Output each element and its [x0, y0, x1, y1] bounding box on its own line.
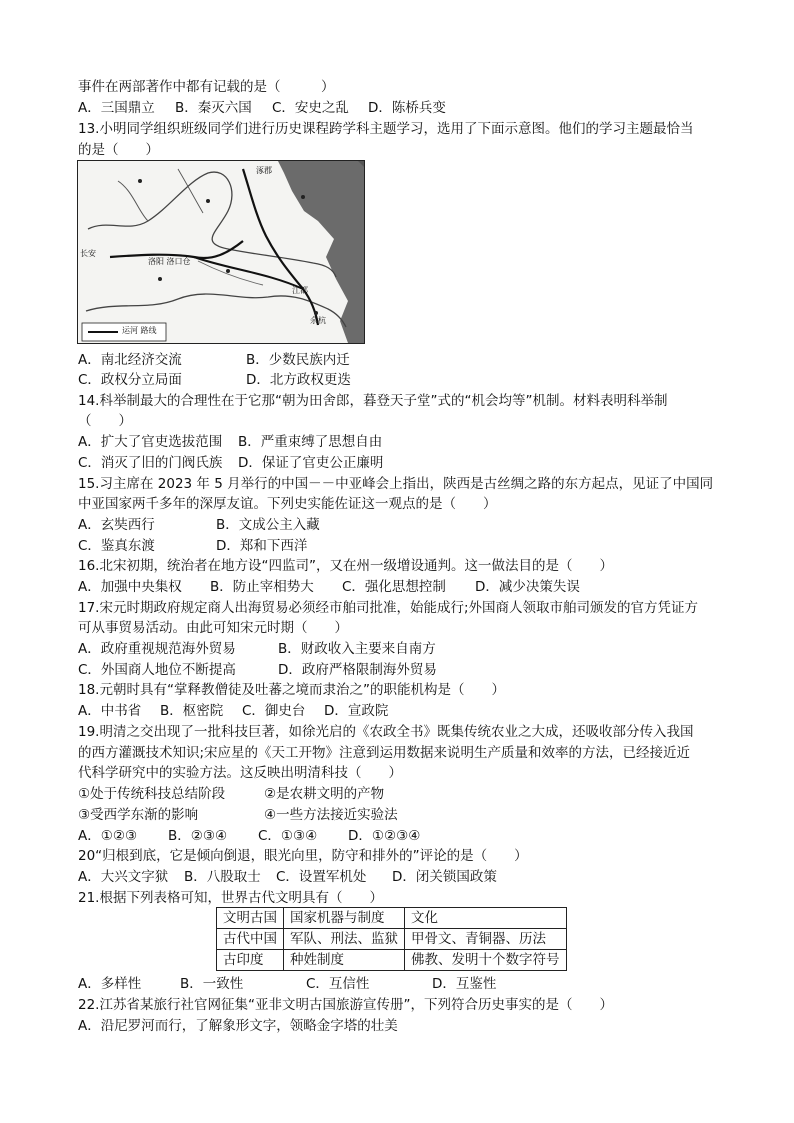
q13-options-row2 — [78, 370, 351, 390]
table-cell: 种姓制度 — [284, 950, 405, 971]
option-b: B．枢密院 — [160, 703, 224, 719]
table-row — [217, 908, 567, 929]
q15-options-row2 — [78, 536, 307, 556]
q14-stem-line2: （ ） — [78, 413, 132, 429]
option-a: A．玄奘西行 — [78, 517, 155, 533]
table-cell: 古印度 — [217, 950, 284, 971]
option-b: B．文成公主入藏 — [216, 517, 320, 533]
q22-stem: 22.江苏省某旅行社官网征集“亚非文明古国旅游宣传册”，下列符合历史事实的是（ ） — [78, 997, 613, 1013]
q19-stem-line3: 代科学研究中的实验方法。这反映出明清科技（ ） — [78, 765, 402, 781]
q17-options-row2 — [78, 660, 437, 680]
option-d: D．政府严格限制海外贸易 — [278, 662, 437, 678]
q15-stem-line1: 15.习主席在 2023 年 5 月举行的中国－－中亚峰会上指出，陕西是古丝绸之路的东方起点，见证了中国同 — [78, 476, 714, 492]
option-d: D．互鉴性 — [432, 976, 497, 992]
q20-options — [78, 867, 497, 887]
q13-stem-line1: 13.小明同学组织班级同学们进行历史课程跨学科主题学习，选用了下面示意图。他们的学习主题最恰当 — [78, 121, 694, 137]
option-b: B．防止宰相势大 — [210, 579, 314, 595]
option-b: B．少数民族内迁 — [246, 352, 350, 368]
option-a: A．大兴文字狱 — [78, 869, 169, 885]
map-label-luoyang: 洛阳 洛口仓 — [148, 257, 191, 266]
option-a: A．政府重视规范海外贸易 — [78, 641, 236, 657]
q19-options — [78, 826, 420, 846]
q12-options — [78, 98, 446, 118]
q19-items-row2 — [78, 805, 398, 825]
grand-canal-map — [77, 160, 365, 344]
table-header-cell: 文明古国 — [217, 908, 284, 929]
table-cell: 佛教、发明十个数字符号 — [405, 950, 567, 971]
q15-options-row1 — [78, 515, 320, 535]
option-c: C．鉴真东渡 — [78, 538, 155, 554]
map-label-yuhang: 余杭 — [310, 316, 326, 325]
table-row — [217, 929, 567, 950]
option-d: D．保证了官吏公正廉明 — [238, 455, 384, 471]
map-label-zhuojun: 涿郡 — [256, 166, 272, 175]
item-4: ④一些方法接近实验法 — [264, 807, 398, 823]
table-cell: 军队、刑法、监狱 — [284, 929, 405, 950]
table-row — [217, 950, 567, 971]
table-cell: 甲骨文、青铜器、历法 — [405, 929, 567, 950]
q15-stem-line2: 中亚国家两千多年的深厚友谊。下列史实能佐证这一观点的是（ ） — [78, 496, 497, 512]
civilization-table — [216, 907, 567, 971]
option-a: A．南北经济交流 — [78, 352, 182, 368]
option-d: D．减少决策失误 — [475, 579, 580, 595]
q12-stem: 事件在两部著作中都有记载的是（ ） — [78, 79, 335, 95]
option-d: D．宣政院 — [324, 703, 389, 719]
option-d: D．郑和下西洋 — [216, 538, 308, 554]
item-3: ③受西学东渐的影响 — [78, 807, 199, 823]
q17-stem-line1: 17.宋元时期政府规定商人出海贸易必须经市舶司批准，始能成行;外国商人领取市舶司颁发的官方凭证方 — [78, 600, 699, 616]
q16-options — [78, 577, 580, 597]
option-b: B．严重束缚了思想自由 — [238, 434, 383, 450]
q21-stem: 21.根据下列表格可知，世界古代文明具有（ ） — [78, 890, 383, 906]
option-c: C．安史之乱 — [272, 100, 349, 116]
item-1: ①处于传统科技总结阶段 — [78, 786, 226, 802]
option-c: C．消灭了旧的门阀氏族 — [78, 455, 223, 471]
q20-stem: 20“归根到底，它是倾向倒退，眼光向里，防守和排外的”评论的是（ ） — [78, 848, 528, 864]
option-a: A．三国鼎立 — [78, 100, 155, 116]
table-header-cell: 国家机器与制度 — [284, 908, 405, 929]
q14-stem-line1: 14.科举制最大的合理性在于它那“朝为田舍郎，暮登天子堂”式的“机会均等”机制。材料表明科举制 — [78, 393, 668, 409]
q19-stem-line1: 19.明清之交出现了一批科技巨著，如徐光启的《农政全书》既集传统农业之大成，还吸收部分传入我国 — [78, 724, 694, 740]
map-label-jiangdu: 江都 — [292, 286, 308, 295]
option-b: B．八股取士 — [184, 869, 261, 885]
q18-stem: 18.元朝时具有“掌释教僧徒及吐蕃之境而隶治之”的职能机构是（ ） — [78, 682, 505, 698]
table-header-cell: 文化 — [405, 908, 567, 929]
option-d: D．陈桥兵变 — [368, 100, 446, 116]
item-2: ②是农耕文明的产物 — [264, 786, 385, 802]
q14-options-row1 — [78, 432, 382, 452]
map-legend-label: 运河 路线 — [122, 326, 157, 335]
option-c: C．强化思想控制 — [342, 579, 446, 595]
option-c: C．①③④ — [258, 828, 318, 844]
q19-items-row1 — [78, 784, 384, 804]
q19-stem-line2: 的西方灌溉技术知识;宋应星的《天工开物》注意到运用数据来说明生产质量和效率的方法，已经接近近 — [78, 745, 691, 761]
option-c: C．外国商人地位不断提高 — [78, 662, 236, 678]
option-b: B．财政收入主要来自南方 — [278, 641, 436, 657]
option-b: B．秦灭六国 — [175, 100, 252, 116]
table-cell: 古代中国 — [217, 929, 284, 950]
option-d: D．①②③④ — [348, 828, 421, 844]
option-c: C．政权分立局面 — [78, 372, 182, 388]
q18-options — [78, 701, 388, 721]
option-c: C．互信性 — [306, 976, 370, 992]
q22-option-a: A．沿尼罗河而行，了解象形文字，领略金字塔的壮美 — [78, 1018, 398, 1034]
q13-options-row1 — [78, 350, 350, 370]
q13-stem-line2: 的是（ ） — [78, 142, 159, 158]
option-a: A．加强中央集权 — [78, 579, 182, 595]
option-c: C．御史台 — [242, 703, 306, 719]
q21-options — [78, 974, 496, 994]
option-a: A．中书省 — [78, 703, 142, 719]
option-b: B．②③④ — [168, 828, 228, 844]
option-a: A．多样性 — [78, 976, 142, 992]
option-b: B．一致性 — [180, 976, 244, 992]
q17-options-row1 — [78, 639, 436, 659]
q14-options-row2 — [78, 453, 383, 473]
option-a: A．①②③ — [78, 828, 138, 844]
q17-stem-line2: 可从事贸易活动。由此可知宋元时期（ ） — [78, 620, 348, 636]
option-c: C．设置军机处 — [276, 869, 367, 885]
option-a: A．扩大了官吏选拔范围 — [78, 434, 223, 450]
map-label-changan: 长安 — [80, 249, 96, 258]
option-d: D．闭关锁国政策 — [392, 869, 497, 885]
q16-stem: 16.北宋初期，统治者在地方设“四监司”，又在州一级增设通判。这一做法目的是（ ） — [78, 558, 613, 574]
option-d: D．北方政权更迭 — [246, 372, 351, 388]
